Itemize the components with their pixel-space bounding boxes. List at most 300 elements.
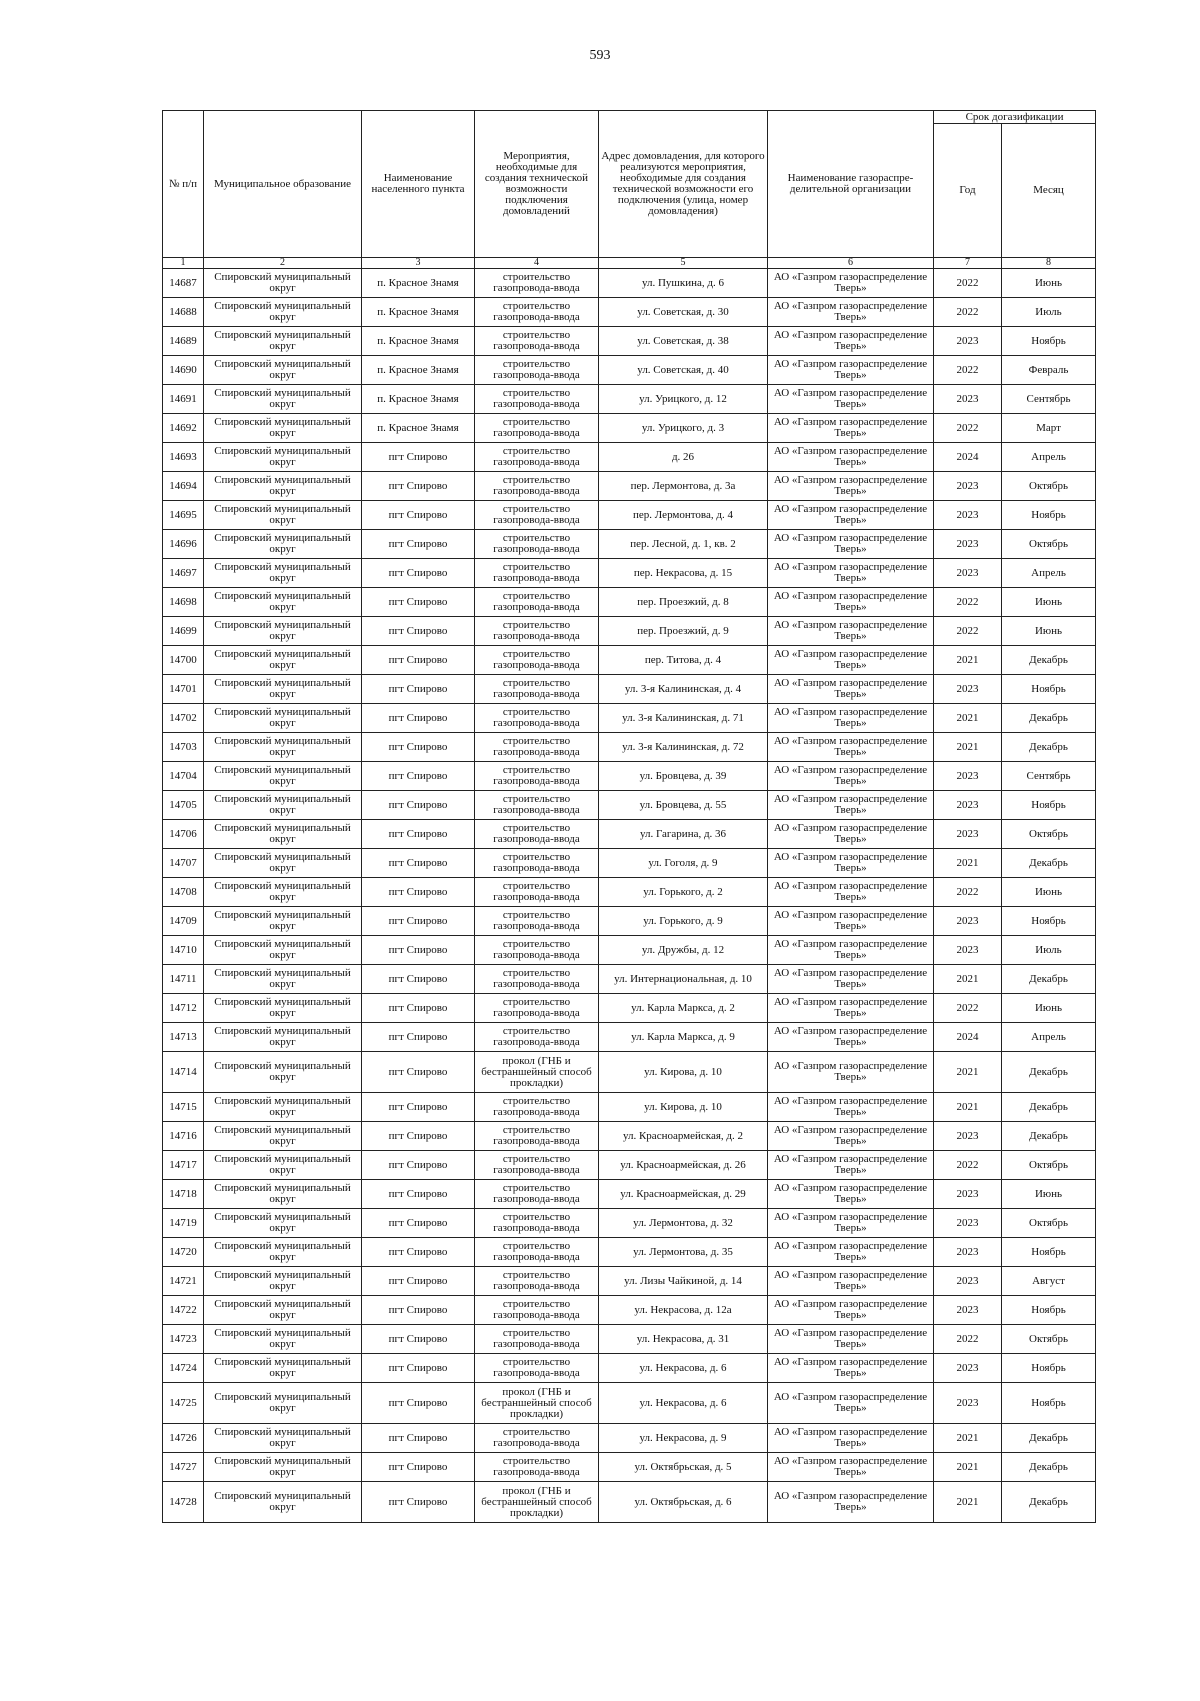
org-cell: АО «Газпром газораспределение Тверь» xyxy=(768,327,934,356)
table-row xyxy=(163,559,1096,588)
municipality-cell: Спировский муниципальный округ xyxy=(204,1354,362,1383)
org-cell: АО «Газпром газораспределение Тверь» xyxy=(768,298,934,327)
municipality-cell: Спировский муниципальный округ xyxy=(204,1325,362,1354)
year-cell: 2023 xyxy=(934,472,1002,501)
measure-cell: строительство газопровода-ввода xyxy=(475,298,599,327)
month-cell: Ноябрь xyxy=(1002,501,1096,530)
measure-cell: строительство газопровода-ввода xyxy=(475,530,599,559)
measure-cell: прокол (ГНБ и бестраншейный способ прокладки) xyxy=(475,1052,599,1093)
year-cell: 2021 xyxy=(934,704,1002,733)
settlement-cell: пгт Спирово xyxy=(362,1023,475,1052)
month-cell: Октябрь xyxy=(1002,1151,1096,1180)
municipality-cell: Спировский муниципальный округ xyxy=(204,646,362,675)
measure-cell: строительство газопровода-ввода xyxy=(475,1209,599,1238)
settlement-cell: пгт Спирово xyxy=(362,1052,475,1093)
year-cell: 2022 xyxy=(934,298,1002,327)
measure-cell: строительство газопровода-ввода xyxy=(475,559,599,588)
row-number: 14715 xyxy=(163,1093,204,1122)
measure-cell: строительство газопровода-ввода xyxy=(475,936,599,965)
municipality-cell: Спировский муниципальный округ xyxy=(204,1023,362,1052)
year-cell: 2023 xyxy=(934,1267,1002,1296)
org-cell: АО «Газпром газораспределение Тверь» xyxy=(768,994,934,1023)
org-cell: АО «Газпром газораспределение Тверь» xyxy=(768,1267,934,1296)
row-number: 14694 xyxy=(163,472,204,501)
year-cell: 2022 xyxy=(934,269,1002,298)
address-cell: пер. Лермонтова, д. 4 xyxy=(599,501,768,530)
address-cell: ул. Дружбы, д. 12 xyxy=(599,936,768,965)
table-row xyxy=(163,617,1096,646)
settlement-cell: пгт Спирово xyxy=(362,733,475,762)
settlement-cell: п. Красное Знамя xyxy=(362,414,475,443)
month-cell: Декабрь xyxy=(1002,1482,1096,1523)
municipality-cell: Спировский муниципальный округ xyxy=(204,1482,362,1523)
measure-cell: строительство газопровода-ввода xyxy=(475,1093,599,1122)
org-cell: АО «Газпром газораспределение Тверь» xyxy=(768,472,934,501)
column-number: 6 xyxy=(768,258,934,269)
row-number: 14690 xyxy=(163,356,204,385)
row-number: 14708 xyxy=(163,878,204,907)
year-cell: 2023 xyxy=(934,1209,1002,1238)
org-cell: АО «Газпром газораспределение Тверь» xyxy=(768,1151,934,1180)
row-number: 14727 xyxy=(163,1453,204,1482)
table-row xyxy=(163,298,1096,327)
table-row xyxy=(163,994,1096,1023)
header-year: Год xyxy=(934,124,1002,258)
table-row xyxy=(163,588,1096,617)
month-cell: Ноябрь xyxy=(1002,675,1096,704)
table-row xyxy=(163,791,1096,820)
measure-cell: строительство газопровода-ввода xyxy=(475,646,599,675)
row-number: 14718 xyxy=(163,1180,204,1209)
address-cell: ул. Красноармейская, д. 26 xyxy=(599,1151,768,1180)
row-number: 14693 xyxy=(163,443,204,472)
table-row xyxy=(163,1093,1096,1122)
address-cell: ул. Лермонтова, д. 32 xyxy=(599,1209,768,1238)
column-number-row xyxy=(163,258,1096,269)
measure-cell: строительство газопровода-ввода xyxy=(475,1325,599,1354)
table-body xyxy=(163,269,1096,1523)
measure-cell: строительство газопровода-ввода xyxy=(475,791,599,820)
settlement-cell: пгт Спирово xyxy=(362,907,475,936)
row-number: 14714 xyxy=(163,1052,204,1093)
month-cell: Октябрь xyxy=(1002,1325,1096,1354)
settlement-cell: п. Красное Знамя xyxy=(362,356,475,385)
month-cell: Август xyxy=(1002,1267,1096,1296)
row-number: 14707 xyxy=(163,849,204,878)
year-cell: 2024 xyxy=(934,1023,1002,1052)
measure-cell: строительство газопровода-ввода xyxy=(475,994,599,1023)
municipality-cell: Спировский муниципальный округ xyxy=(204,1093,362,1122)
table-row xyxy=(163,327,1096,356)
row-number: 14725 xyxy=(163,1383,204,1424)
month-cell: Июнь xyxy=(1002,269,1096,298)
measure-cell: строительство газопровода-ввода xyxy=(475,762,599,791)
address-cell: ул. Карла Маркса, д. 9 xyxy=(599,1023,768,1052)
column-number: 8 xyxy=(1002,258,1096,269)
address-cell: ул. Красноармейская, д. 2 xyxy=(599,1122,768,1151)
month-cell: Ноябрь xyxy=(1002,1296,1096,1325)
row-number: 14724 xyxy=(163,1354,204,1383)
row-number: 14719 xyxy=(163,1209,204,1238)
municipality-cell: Спировский муниципальный округ xyxy=(204,1052,362,1093)
org-cell: АО «Газпром газораспределение Тверь» xyxy=(768,675,934,704)
municipality-cell: Спировский муниципальный округ xyxy=(204,298,362,327)
address-cell: ул. Урицкого, д. 12 xyxy=(599,385,768,414)
year-cell: 2022 xyxy=(934,994,1002,1023)
year-cell: 2021 xyxy=(934,1052,1002,1093)
municipality-cell: Спировский муниципальный округ xyxy=(204,559,362,588)
municipality-cell: Спировский муниципальный округ xyxy=(204,1424,362,1453)
address-cell: ул. Октябрьская, д. 6 xyxy=(599,1482,768,1523)
address-cell: ул. Некрасова, д. 9 xyxy=(599,1424,768,1453)
month-cell: Октябрь xyxy=(1002,1209,1096,1238)
address-cell: пер. Лесной, д. 1, кв. 2 xyxy=(599,530,768,559)
settlement-cell: пгт Спирово xyxy=(362,675,475,704)
org-cell: АО «Газпром газораспределение Тверь» xyxy=(768,1052,934,1093)
address-cell: ул. Октябрьская, д. 5 xyxy=(599,1453,768,1482)
gasification-table xyxy=(162,110,1096,1523)
measure-cell: строительство газопровода-ввода xyxy=(475,849,599,878)
settlement-cell: пгт Спирово xyxy=(362,1482,475,1523)
measure-cell: строительство газопровода-ввода xyxy=(475,356,599,385)
table-row xyxy=(163,1424,1096,1453)
month-cell: Февраль xyxy=(1002,356,1096,385)
settlement-cell: пгт Спирово xyxy=(362,1354,475,1383)
table-row xyxy=(163,414,1096,443)
year-cell: 2021 xyxy=(934,1453,1002,1482)
year-cell: 2021 xyxy=(934,733,1002,762)
org-cell: АО «Газпром газораспределение Тверь» xyxy=(768,588,934,617)
settlement-cell: пгт Спирово xyxy=(362,617,475,646)
table-row xyxy=(163,762,1096,791)
year-cell: 2021 xyxy=(934,1093,1002,1122)
measure-cell: строительство газопровода-ввода xyxy=(475,1267,599,1296)
settlement-cell: пгт Спирово xyxy=(362,501,475,530)
table-row xyxy=(163,675,1096,704)
address-cell: ул. Интернациональная, д. 10 xyxy=(599,965,768,994)
header-deadline: Срок догазификации xyxy=(934,111,1096,124)
header-municipality: Муниципальное образование xyxy=(204,111,362,258)
address-cell: пер. Лермонтова, д. 3а xyxy=(599,472,768,501)
header-month: Месяц xyxy=(1002,124,1096,258)
settlement-cell: пгт Спирово xyxy=(362,791,475,820)
year-cell: 2022 xyxy=(934,1325,1002,1354)
table-row xyxy=(163,501,1096,530)
org-cell: АО «Газпром газораспределение Тверь» xyxy=(768,733,934,762)
month-cell: Ноябрь xyxy=(1002,1238,1096,1267)
row-number: 14710 xyxy=(163,936,204,965)
municipality-cell: Спировский муниципальный округ xyxy=(204,1383,362,1424)
header-address: Адрес домовладения, для которого реализуются мероприятия, необходимые для создания технической возможности его подключения (улица, номер домовладения) xyxy=(599,111,768,258)
row-number: 14695 xyxy=(163,501,204,530)
address-cell: ул. Пушкина, д. 6 xyxy=(599,269,768,298)
year-cell: 2023 xyxy=(934,1238,1002,1267)
table-row xyxy=(163,1238,1096,1267)
column-number: 7 xyxy=(934,258,1002,269)
org-cell: АО «Газпром газораспределение Тверь» xyxy=(768,878,934,907)
row-number: 14723 xyxy=(163,1325,204,1354)
settlement-cell: пгт Спирово xyxy=(362,1122,475,1151)
month-cell: Июнь xyxy=(1002,588,1096,617)
table-row xyxy=(163,1482,1096,1523)
month-cell: Июнь xyxy=(1002,878,1096,907)
municipality-cell: Спировский муниципальный округ xyxy=(204,356,362,385)
table-row xyxy=(163,704,1096,733)
year-cell: 2023 xyxy=(934,820,1002,849)
row-number: 14697 xyxy=(163,559,204,588)
settlement-cell: пгт Спирово xyxy=(362,1238,475,1267)
municipality-cell: Спировский муниципальный округ xyxy=(204,617,362,646)
municipality-cell: Спировский муниципальный округ xyxy=(204,1209,362,1238)
municipality-cell: Спировский муниципальный округ xyxy=(204,588,362,617)
municipality-cell: Спировский муниципальный округ xyxy=(204,501,362,530)
municipality-cell: Спировский муниципальный округ xyxy=(204,936,362,965)
month-cell: Сентябрь xyxy=(1002,385,1096,414)
month-cell: Ноябрь xyxy=(1002,1383,1096,1424)
settlement-cell: пгт Спирово xyxy=(362,559,475,588)
municipality-cell: Спировский муниципальный округ xyxy=(204,820,362,849)
settlement-cell: пгт Спирово xyxy=(362,1180,475,1209)
address-cell: ул. Некрасова, д. 6 xyxy=(599,1354,768,1383)
municipality-cell: Спировский муниципальный округ xyxy=(204,907,362,936)
table-row xyxy=(163,269,1096,298)
municipality-cell: Спировский муниципальный округ xyxy=(204,733,362,762)
month-cell: Ноябрь xyxy=(1002,327,1096,356)
org-cell: АО «Газпром газораспределение Тверь» xyxy=(768,849,934,878)
settlement-cell: пгт Спирово xyxy=(362,530,475,559)
address-cell: пер. Проезжий, д. 8 xyxy=(599,588,768,617)
address-cell: ул. 3-я Калининская, д. 72 xyxy=(599,733,768,762)
year-cell: 2023 xyxy=(934,385,1002,414)
org-cell: АО «Газпром газораспределение Тверь» xyxy=(768,385,934,414)
settlement-cell: пгт Спирово xyxy=(362,704,475,733)
measure-cell: строительство газопровода-ввода xyxy=(475,327,599,356)
table-row xyxy=(163,1453,1096,1482)
month-cell: Июль xyxy=(1002,936,1096,965)
municipality-cell: Спировский муниципальный округ xyxy=(204,385,362,414)
table-row xyxy=(163,1180,1096,1209)
row-number: 14700 xyxy=(163,646,204,675)
measure-cell: строительство газопровода-ввода xyxy=(475,1023,599,1052)
table-row xyxy=(163,1122,1096,1151)
table-row xyxy=(163,443,1096,472)
table-row xyxy=(163,1325,1096,1354)
measure-cell: строительство газопровода-ввода xyxy=(475,704,599,733)
year-cell: 2021 xyxy=(934,965,1002,994)
address-cell: ул. Горького, д. 2 xyxy=(599,878,768,907)
month-cell: Декабрь xyxy=(1002,965,1096,994)
month-cell: Декабрь xyxy=(1002,1424,1096,1453)
settlement-cell: пгт Спирово xyxy=(362,849,475,878)
municipality-cell: Спировский муниципальный округ xyxy=(204,530,362,559)
month-cell: Март xyxy=(1002,414,1096,443)
row-number: 14706 xyxy=(163,820,204,849)
year-cell: 2023 xyxy=(934,559,1002,588)
table-row xyxy=(163,1023,1096,1052)
municipality-cell: Спировский муниципальный округ xyxy=(204,472,362,501)
year-cell: 2023 xyxy=(934,675,1002,704)
municipality-cell: Спировский муниципальный округ xyxy=(204,1122,362,1151)
year-cell: 2023 xyxy=(934,907,1002,936)
address-cell: пер. Титова, д. 4 xyxy=(599,646,768,675)
settlement-cell: п. Красное Знамя xyxy=(362,327,475,356)
org-cell: АО «Газпром газораспределение Тверь» xyxy=(768,762,934,791)
measure-cell: строительство газопровода-ввода xyxy=(475,820,599,849)
table-row xyxy=(163,849,1096,878)
settlement-cell: п. Красное Знамя xyxy=(362,269,475,298)
settlement-cell: пгт Спирово xyxy=(362,936,475,965)
year-cell: 2022 xyxy=(934,1151,1002,1180)
measure-cell: строительство газопровода-ввода xyxy=(475,965,599,994)
measure-cell: строительство газопровода-ввода xyxy=(475,1453,599,1482)
address-cell: ул. Кирова, д. 10 xyxy=(599,1052,768,1093)
row-number: 14691 xyxy=(163,385,204,414)
table-row xyxy=(163,936,1096,965)
settlement-cell: пгт Спирово xyxy=(362,472,475,501)
address-cell: ул. Советская, д. 40 xyxy=(599,356,768,385)
table-row xyxy=(163,965,1096,994)
row-number: 14709 xyxy=(163,907,204,936)
org-cell: АО «Газпром газораспределение Тверь» xyxy=(768,1296,934,1325)
year-cell: 2023 xyxy=(934,1383,1002,1424)
table-row xyxy=(163,646,1096,675)
year-cell: 2023 xyxy=(934,1180,1002,1209)
measure-cell: прокол (ГНБ и бестраншейный способ прокладки) xyxy=(475,1482,599,1523)
row-number: 14701 xyxy=(163,675,204,704)
month-cell: Декабрь xyxy=(1002,849,1096,878)
org-cell: АО «Газпром газораспределение Тверь» xyxy=(768,1482,934,1523)
measure-cell: строительство газопровода-ввода xyxy=(475,617,599,646)
header-org: Наименование газораспре-делительной организации xyxy=(768,111,934,258)
header-measures: Мероприятия, необходимые для создания технической возможности подключения домовладений xyxy=(475,111,599,258)
org-cell: АО «Газпром газораспределение Тверь» xyxy=(768,1238,934,1267)
measure-cell: строительство газопровода-ввода xyxy=(475,269,599,298)
year-cell: 2022 xyxy=(934,588,1002,617)
address-cell: ул. Карла Маркса, д. 2 xyxy=(599,994,768,1023)
address-cell: ул. 3-я Калининская, д. 71 xyxy=(599,704,768,733)
year-cell: 2024 xyxy=(934,443,1002,472)
address-cell: ул. Горького, д. 9 xyxy=(599,907,768,936)
month-cell: Декабрь xyxy=(1002,1453,1096,1482)
month-cell: Октябрь xyxy=(1002,530,1096,559)
month-cell: Апрель xyxy=(1002,1023,1096,1052)
address-cell: ул. Советская, д. 38 xyxy=(599,327,768,356)
column-number: 1 xyxy=(163,258,204,269)
table-row xyxy=(163,1267,1096,1296)
row-number: 14689 xyxy=(163,327,204,356)
measure-cell: строительство газопровода-ввода xyxy=(475,1296,599,1325)
month-cell: Апрель xyxy=(1002,443,1096,472)
month-cell: Декабрь xyxy=(1002,704,1096,733)
measure-cell: строительство газопровода-ввода xyxy=(475,588,599,617)
settlement-cell: пгт Спирово xyxy=(362,1296,475,1325)
month-cell: Декабрь xyxy=(1002,1052,1096,1093)
address-cell: ул. Некрасова, д. 31 xyxy=(599,1325,768,1354)
org-cell: АО «Газпром газораспределение Тверь» xyxy=(768,530,934,559)
table-row xyxy=(163,820,1096,849)
settlement-cell: пгт Спирово xyxy=(362,965,475,994)
year-cell: 2021 xyxy=(934,1424,1002,1453)
row-number: 14728 xyxy=(163,1482,204,1523)
table-row xyxy=(163,472,1096,501)
municipality-cell: Спировский муниципальный округ xyxy=(204,762,362,791)
month-cell: Октябрь xyxy=(1002,472,1096,501)
row-number: 14704 xyxy=(163,762,204,791)
measure-cell: прокол (ГНБ и бестраншейный способ прокладки) xyxy=(475,1383,599,1424)
year-cell: 2023 xyxy=(934,1122,1002,1151)
table-row xyxy=(163,385,1096,414)
year-cell: 2023 xyxy=(934,1296,1002,1325)
settlement-cell: пгт Спирово xyxy=(362,1383,475,1424)
table-row xyxy=(163,1354,1096,1383)
org-cell: АО «Газпром газораспределение Тверь» xyxy=(768,443,934,472)
address-cell: ул. Некрасова, д. 12а xyxy=(599,1296,768,1325)
year-cell: 2021 xyxy=(934,849,1002,878)
settlement-cell: пгт Спирово xyxy=(362,1325,475,1354)
year-cell: 2021 xyxy=(934,1482,1002,1523)
month-cell: Ноябрь xyxy=(1002,791,1096,820)
month-cell: Декабрь xyxy=(1002,1093,1096,1122)
measure-cell: строительство газопровода-ввода xyxy=(475,443,599,472)
municipality-cell: Спировский муниципальный округ xyxy=(204,1453,362,1482)
org-cell: АО «Газпром газораспределение Тверь» xyxy=(768,820,934,849)
address-cell: ул. Советская, д. 30 xyxy=(599,298,768,327)
row-number: 14705 xyxy=(163,791,204,820)
settlement-cell: пгт Спирово xyxy=(362,820,475,849)
address-cell: ул. Гоголя, д. 9 xyxy=(599,849,768,878)
municipality-cell: Спировский муниципальный округ xyxy=(204,704,362,733)
row-number: 14720 xyxy=(163,1238,204,1267)
row-number: 14688 xyxy=(163,298,204,327)
table-row xyxy=(163,1151,1096,1180)
measure-cell: строительство газопровода-ввода xyxy=(475,1122,599,1151)
column-number: 4 xyxy=(475,258,599,269)
row-number: 14717 xyxy=(163,1151,204,1180)
address-cell: пер. Проезжий, д. 9 xyxy=(599,617,768,646)
settlement-cell: пгт Спирово xyxy=(362,646,475,675)
measure-cell: строительство газопровода-ввода xyxy=(475,385,599,414)
row-number: 14702 xyxy=(163,704,204,733)
measure-cell: строительство газопровода-ввода xyxy=(475,1354,599,1383)
address-cell: ул. Лермонтова, д. 35 xyxy=(599,1238,768,1267)
municipality-cell: Спировский муниципальный округ xyxy=(204,1151,362,1180)
month-cell: Июнь xyxy=(1002,1180,1096,1209)
org-cell: АО «Газпром газораспределение Тверь» xyxy=(768,1180,934,1209)
row-number: 14716 xyxy=(163,1122,204,1151)
org-cell: АО «Газпром газораспределение Тверь» xyxy=(768,704,934,733)
municipality-cell: Спировский муниципальный округ xyxy=(204,965,362,994)
address-cell: ул. Некрасова, д. 6 xyxy=(599,1383,768,1424)
address-cell: ул. Лизы Чайкиной, д. 14 xyxy=(599,1267,768,1296)
year-cell: 2022 xyxy=(934,878,1002,907)
row-number: 14699 xyxy=(163,617,204,646)
settlement-cell: п. Красное Знамя xyxy=(362,385,475,414)
row-number: 14721 xyxy=(163,1267,204,1296)
org-cell: АО «Газпром газораспределение Тверь» xyxy=(768,1023,934,1052)
municipality-cell: Спировский муниципальный округ xyxy=(204,443,362,472)
table-row xyxy=(163,356,1096,385)
settlement-cell: пгт Спирово xyxy=(362,1093,475,1122)
municipality-cell: Спировский муниципальный округ xyxy=(204,1267,362,1296)
header-num: № п/п xyxy=(163,111,204,258)
org-cell: АО «Газпром газораспределение Тверь» xyxy=(768,907,934,936)
org-cell: АО «Газпром газораспределение Тверь» xyxy=(768,936,934,965)
measure-cell: строительство газопровода-ввода xyxy=(475,1424,599,1453)
row-number: 14726 xyxy=(163,1424,204,1453)
column-number: 3 xyxy=(362,258,475,269)
year-cell: 2023 xyxy=(934,791,1002,820)
address-cell: ул. Урицкого, д. 3 xyxy=(599,414,768,443)
